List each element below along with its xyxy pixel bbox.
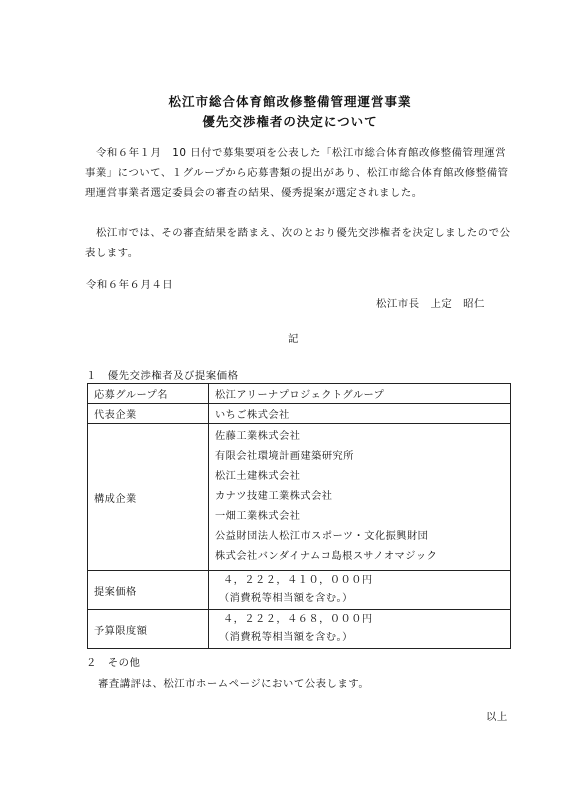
proposal-price-cell xyxy=(209,571,511,610)
document-date: 令和６年６月４日 xyxy=(86,279,174,291)
member-company: 株式会社バンダイナムコ島根スサノオマジック xyxy=(215,551,438,562)
table-row xyxy=(88,424,511,571)
members-cell xyxy=(209,424,511,571)
group-name-value: 松江アリーナプロジェクトグループ xyxy=(209,384,511,404)
table-row xyxy=(88,610,511,649)
member-company: 有限会社環境計画建築研究所 xyxy=(215,451,354,462)
member-company: 佐藤工業株式会社 xyxy=(215,431,301,442)
member-company: カナツ技建工業株式会社 xyxy=(215,491,333,502)
table-row xyxy=(88,571,511,610)
proposal-price-value: ４，２２２，４１０，０００円 xyxy=(223,575,373,586)
document-title-line2: 優先交渉権者の決定について xyxy=(202,114,378,129)
budget-limit-note: （消費税等相当額を含む。） xyxy=(219,632,353,643)
decision-paragraph: 松江市では、その審査結果を踏まえ、次のとおり優先交渉権者を決定しましたので公表します。 xyxy=(85,227,511,259)
section1-heading: １ 優先交渉権者及び提案価格 xyxy=(86,370,239,382)
representative-value: いちご株式会社 xyxy=(209,404,511,424)
budget-limit-cell xyxy=(209,610,511,649)
ki-marker: 記 xyxy=(288,333,299,345)
member-company: 公益財団法人松江市スポーツ・文化振興財団 xyxy=(215,531,429,542)
members-label: 構成企業 xyxy=(88,424,209,571)
document-title-line1: 松江市総合体育館改修整備管理運営事業 xyxy=(168,94,412,109)
summary-table xyxy=(87,383,511,649)
group-name-label: 応募グループ名 xyxy=(88,384,209,404)
proposal-price-note: （消費税等相当額を含む。） xyxy=(219,593,353,604)
budget-limit-label: 予算限度額 xyxy=(88,610,209,649)
table-row xyxy=(88,384,511,404)
signature: 松江市長 上定 昭仁 xyxy=(376,298,485,310)
budget-limit-value: ４，２２２，４６８，０００円 xyxy=(223,614,373,625)
section2-body: 審査講評は、松江市ホームページにおいて公表します。 xyxy=(98,678,370,690)
representative-label: 代表企業 xyxy=(88,404,209,424)
closing-mark: 以上 xyxy=(486,711,508,723)
section2-heading: ２ その他 xyxy=(86,657,141,669)
member-company: 松江土建株式会社 xyxy=(215,471,301,482)
proposal-price-label: 提案価格 xyxy=(88,571,209,610)
table-row xyxy=(88,404,511,424)
member-company: 一畑工業株式会社 xyxy=(215,511,301,522)
intro-paragraph: 令和６年１月 10 日付で募集要項を公表した「松江市総合体育館改修整備管理運営事業」について、１グループから応募書類の提出があり、松江市総合体育館改修整備管理運営事業者選定委員会の審査の結果、優秀提案が選定されました。 xyxy=(85,147,509,199)
